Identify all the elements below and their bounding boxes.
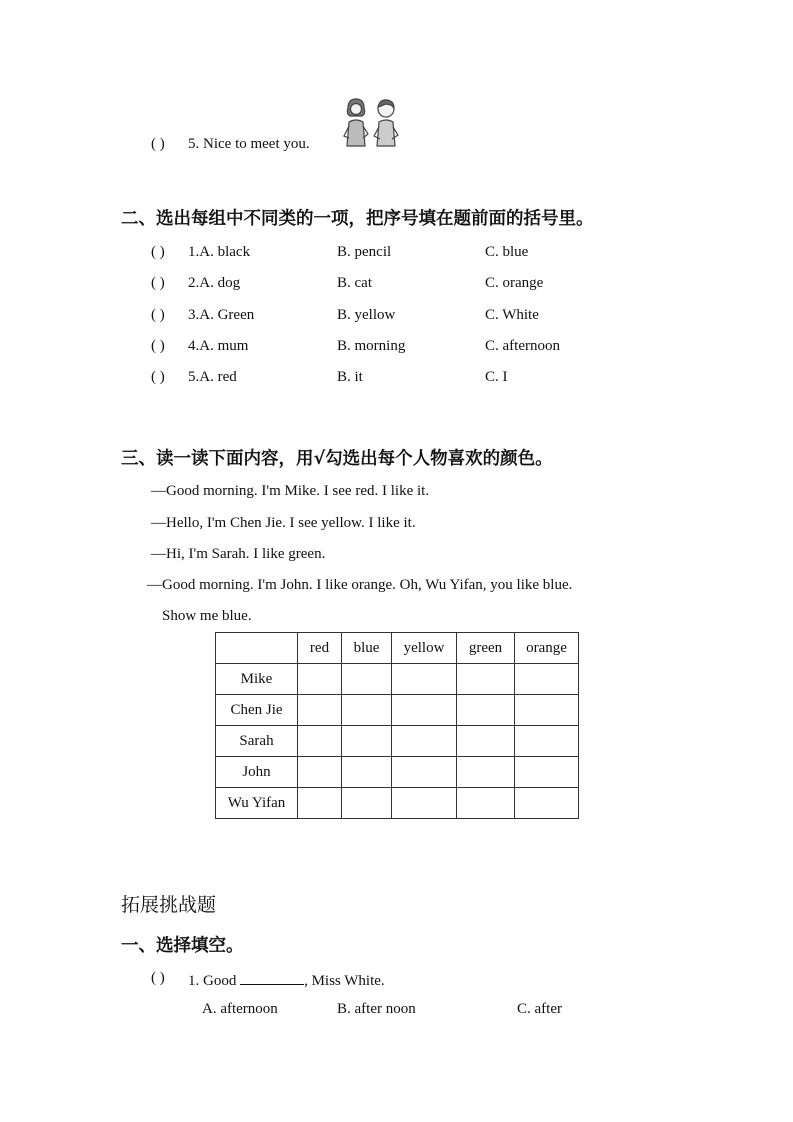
dialog-line: —Hello, I'm Chen Jie. I see yellow. I like it. (151, 515, 416, 531)
option-c: C. after (517, 1001, 562, 1017)
option-c: C. blue (485, 244, 529, 260)
check-cell[interactable] (342, 788, 392, 819)
option-a: 5.A. red (188, 369, 237, 385)
dialog-line: —Good morning. I'm John. I like orange. Oh, Wu Yifan, you like blue. (147, 577, 573, 593)
check-cell[interactable] (392, 695, 457, 726)
check-cell[interactable] (515, 695, 579, 726)
option-a: 2.A. dog (188, 275, 241, 291)
answer-paren[interactable]: ( ) (151, 244, 165, 260)
greeting-people-illustration (340, 96, 404, 150)
row-label: John (216, 757, 298, 788)
option-b: B. after noon (337, 1001, 416, 1017)
dialog-line: Show me blue. (162, 608, 252, 624)
table-row (216, 726, 579, 757)
dialog-line: —Hi, I'm Sarah. I like green. (151, 546, 326, 562)
check-cell[interactable] (298, 695, 342, 726)
answer-blank[interactable] (240, 970, 304, 985)
table-header-row (216, 633, 579, 664)
option-c: C. afternoon (485, 338, 560, 354)
section-heading: 二、选出每组中不同类的一项，把序号填在题前面的括号里。 (121, 209, 594, 229)
dialog-line: —Good morning. I'm Mike. I see red. I like it. (151, 483, 430, 499)
check-cell[interactable] (392, 757, 457, 788)
row-label: Chen Jie (216, 695, 298, 726)
option-a: 4.A. mum (188, 338, 249, 354)
check-cell[interactable] (515, 757, 579, 788)
check-cell[interactable] (298, 757, 342, 788)
table-header-cell: yellow (392, 633, 457, 664)
option-a: A. afternoon (202, 1001, 278, 1017)
check-cell[interactable] (298, 664, 342, 695)
question-prefix: 1. Good (188, 973, 241, 989)
option-a: 1.A. black (188, 244, 251, 260)
table-row (216, 695, 579, 726)
answer-paren[interactable]: ( ) (151, 136, 165, 152)
row-label: Wu Yifan (216, 788, 298, 819)
check-cell[interactable] (298, 788, 342, 819)
option-b: B. it (337, 369, 363, 385)
check-cell[interactable] (515, 726, 579, 757)
fill-question (188, 970, 385, 990)
check-cell[interactable] (342, 757, 392, 788)
option-c: C. I (485, 369, 508, 385)
check-cell[interactable] (515, 664, 579, 695)
row-label: Sarah (216, 726, 298, 757)
check-cell[interactable] (342, 695, 392, 726)
check-cell[interactable] (342, 726, 392, 757)
option-b: B. yellow (337, 307, 396, 323)
table-row (216, 757, 579, 788)
check-cell[interactable] (457, 726, 515, 757)
extension-title: 拓展挑战题 (121, 894, 217, 916)
check-cell[interactable] (457, 664, 515, 695)
check-cell[interactable] (298, 726, 342, 757)
table-header-cell (216, 633, 298, 664)
check-cell[interactable] (457, 695, 515, 726)
check-cell[interactable] (342, 664, 392, 695)
table-header-cell: blue (342, 633, 392, 664)
answer-paren[interactable]: ( ) (151, 970, 165, 986)
check-cell[interactable] (392, 788, 457, 819)
option-c: C. orange (485, 275, 544, 291)
table-header-cell: red (298, 633, 342, 664)
question-suffix: , Miss White. (304, 973, 385, 989)
option-b: B. cat (337, 275, 372, 291)
check-cell[interactable] (457, 788, 515, 819)
option-b: B. pencil (337, 244, 392, 260)
answer-paren[interactable]: ( ) (151, 338, 165, 354)
table-header-cell: green (457, 633, 515, 664)
color-table (215, 632, 579, 819)
check-cell[interactable] (392, 726, 457, 757)
section-heading: 三、读一读下面内容，用√勾选出每个人物喜欢的颜色。 (121, 449, 553, 469)
answer-paren[interactable]: ( ) (151, 307, 165, 323)
table-header-cell: orange (515, 633, 579, 664)
option-a: 3.A. Green (188, 307, 255, 323)
check-cell[interactable] (457, 757, 515, 788)
section-heading: 一、选择填空。 (121, 936, 244, 956)
row-label: Mike (216, 664, 298, 695)
question-text: 5. Nice to meet you. (188, 136, 310, 152)
option-c: C. White (485, 307, 539, 323)
answer-paren[interactable]: ( ) (151, 369, 165, 385)
check-cell[interactable] (392, 664, 457, 695)
table-row (216, 664, 579, 695)
answer-paren[interactable]: ( ) (151, 275, 165, 291)
check-cell[interactable] (515, 788, 579, 819)
table-row (216, 788, 579, 819)
option-b: B. morning (337, 338, 406, 354)
